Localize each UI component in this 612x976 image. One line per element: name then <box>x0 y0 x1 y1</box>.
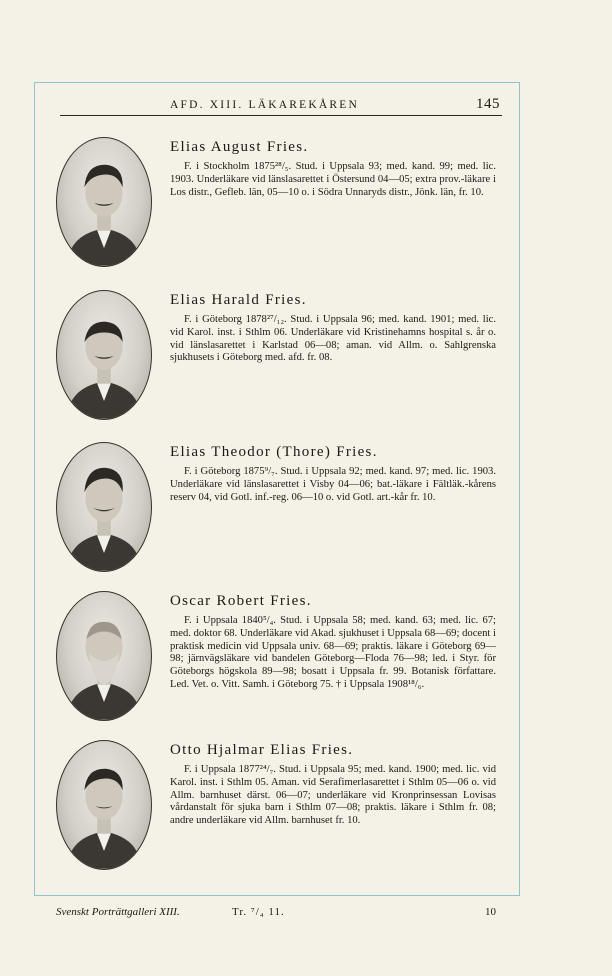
series-title: Svenskt Porträttgalleri XIII. <box>56 906 180 918</box>
entry-bio: F. i Stockholm 1875²⁸/₅. Stud. i Uppsala 93; med. kand. 99; med. lic. 1903. Underläkare vid länslasarettet i Östersund 04—05; extra prov.-läkare i Los distr., Gefleb. län, 05—10 o. i Södra Unnaryds distr., Jönk. län, fr. 10. <box>170 161 496 198</box>
entry-name: Elias Theodor (Thore) Fries. <box>170 444 378 460</box>
print-date: Tr. ⁷/₄ 11. <box>232 906 285 918</box>
entry-text <box>170 591 496 692</box>
entry-name: Otto Hjalmar Elias Fries. <box>170 742 354 758</box>
section-title: AFD. XIII. LÄKAREKÅREN <box>170 99 359 111</box>
page-footer <box>56 906 496 924</box>
portrait-photo <box>56 290 152 420</box>
running-header <box>60 96 500 116</box>
entry-text <box>170 740 496 828</box>
entry-bio: F. i Uppsala 1840⁵/₄. Stud. i Uppsala 58; med. kand. 63; med. lic. 67; med. doktor 68. Underläkare vid Akad. sjukhuset i Uppsala 68—69; docent i praktisk medicin vid Uppsala univ. 68—69; praktis. läkare i Göteborg 69—98; järnvägsläkare vid bandelen Göteborg—Floda 76—98; led. i Styr. för Göteborgs högskola 89—98; bosatt i Uppsala fr. 99. Botanisk författare. Led. Vet. o. Vitt. Samh. i Göteborg 75. † i Uppsala 1908¹⁸/₆. <box>170 615 496 690</box>
portrait-photo <box>56 591 152 721</box>
entry-name: Oscar Robert Fries. <box>170 593 312 609</box>
entry-text <box>170 442 496 504</box>
entry-name: Elias Harald Fries. <box>170 292 307 308</box>
entry-bio: F. i Göteborg 1875⁹/₇. Stud. i Uppsala 92; med. kand. 97; med. lic. 1903. Underläkare vid länslasarettet i Visby 04—06; bat.-läkare i Fältläk.-kårens reserv 04, vid Gotl. inf.-reg. 06—10 o. vid Gotl. art.-kår fr. 10. <box>170 466 496 503</box>
page-number: 145 <box>476 96 500 112</box>
entry-bio: F. i Uppsala 1877²⁴/₇. Stud. i Uppsala 95; med. kand. 1900; med. lic. vid Karol. inst. i Sthlm 05. Aman. vid Serafimerlasarettet i Sthlm 05—06 o. vid Allm. barnhuset därst. 06—07; underläkare vid Kronprinsessan Lovisas vårdanstalt för sjuka barn i Sthlm 07—08; praktis. läkare i Sthlm fr. 08; andre underläkare vid Allm. barnhuset fr. 10. <box>170 764 496 827</box>
entry-name: Elias August Fries. <box>170 139 309 155</box>
portrait-photo <box>56 137 152 267</box>
entry-bio: F. i Göteborg 1878²⁷/₁₂. Stud. i Uppsala 96; med. kand. 1901; med. lic. vid Karol. inst. i Sthlm 06. Underläkare vid Kristinehamns hospital s. år o. vid länslasarettet i Karlstad 06—08; aman. vid Allm. o. Sahlgrenska sjukhusets i Göteborg med. afd. fr. 08. <box>170 314 496 364</box>
entry-text <box>170 137 496 199</box>
portrait-photo <box>56 740 152 870</box>
signature-mark: 10 <box>485 906 496 918</box>
header-rule <box>60 115 502 116</box>
portrait-photo <box>56 442 152 572</box>
entry-text <box>170 290 496 365</box>
